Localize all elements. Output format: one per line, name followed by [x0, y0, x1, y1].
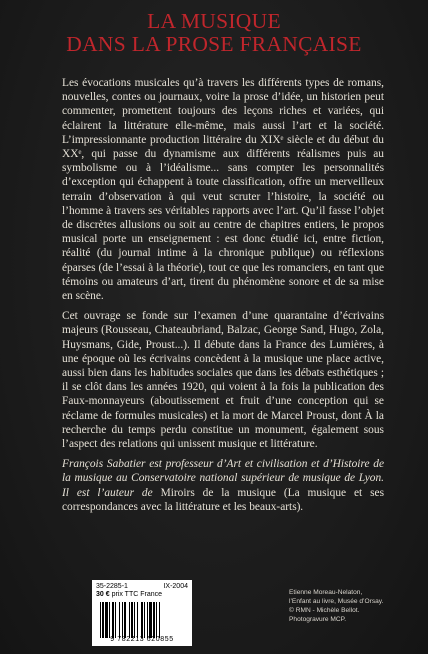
barcode-bar [115, 602, 116, 638]
barcode-bar [147, 602, 148, 638]
price-note: prix TTC France [111, 591, 163, 598]
barcode-bar [100, 602, 101, 638]
blurb-paragraph-2: Cet ouvrage se fonde sur l’examen d’une quarantaine d’écrivains majeurs (Rousseau, Chateaubriand, Balzac, George Sand, Hugo, Zola, Huysmans, Gide, Proust...). Il débute dans la France des Lumières, à une époque où les écrivains concèdent à la musique une place active, aussi bien dans les habitudes sociales que dans les débats esthétiques ; il se clôt dans les années 1920, qui voient à la fois la publication des Faux-monnayeurs (aboutissement et fruit d’une conception qui se réclame de formules musicales) et la mort de Marcel Proust, dont À la recherche du temps perdu constitue un monument, également sous l’aspect des relations qui unissent musique et littérature. [62, 310, 384, 451]
title-line-2: DANS LA PROSE FRANÇAISE [66, 32, 362, 56]
barcode-bar [112, 602, 114, 638]
barcode-bar [131, 602, 133, 638]
credit-line-4: Photogravure MCP. [289, 616, 347, 623]
barcode-bar [109, 602, 110, 638]
barcode-bar [149, 602, 152, 638]
product-code: 35-2285-1 [96, 583, 128, 590]
barcode-bar [129, 602, 130, 638]
author-book-title: Miroirs de la musique (La musique et ses correspondances avec la littérature et les beaux-arts) [62, 486, 385, 513]
barcode-bar [137, 602, 138, 638]
barcode-bar [102, 602, 104, 638]
barcode-sticker [92, 580, 192, 646]
barcode-bar [134, 602, 135, 638]
barcode-bar [141, 602, 143, 638]
barcode-bar [105, 602, 108, 638]
blurb-paragraph-1: Les évocations musicales qu’à travers les différents types de romans, nouvelles, contes ou journaux, voire la prose d’idée, un historien peut commenter, promettent toujours des leçons riches et variées, qui éclairent la littérature elle-même, mais aussi l’art et la société. L’impressionnante production littéraire du XIXᵉ siècle et du début du XXᵉ, qui passe du dynamisme aux différents réalismes puis au symbolisme ou à l’idéalisme... sans compter les personnalités d’exception qui échappent à toute classification, offre un merveilleux terrain d’observation à qui veut scruter l’histoire, la société ou l’homme à travers ses véritables rapports avec l’art. Qu’il fasse l’objet de discrètes allusions ou soit au centre de chapitres entiers, le propos musical porte un enseignement : est donc étudié ici, entre fiction, réalité (du journal intime à la chronique publique) ou réflexions éparses (de l’essai à la théorie), tout ce que les romanciers, en tant que témoins ou amateurs d’art, tirent du phénomène sonore et de sa mise en scène. [62, 77, 384, 303]
barcode-bar [122, 602, 123, 638]
book-title [0, 10, 428, 56]
ean-number: 9 782213 620855 [110, 636, 174, 643]
barcode-header [92, 580, 192, 591]
image-credits [289, 588, 419, 624]
barcode-icon [100, 602, 188, 638]
barcode-bar [144, 602, 145, 638]
price-label [92, 591, 192, 599]
barcode-bar [119, 602, 120, 638]
credit-line-2: l’Enfant au livre, Musée d’Orsay. [289, 598, 384, 605]
print-date: IX-2004 [163, 583, 188, 590]
barcode-bar [156, 602, 157, 638]
author-bio [62, 457, 384, 514]
author-bio-text: François Sabatier est professeur d’Art et civilisation et d’Histoire de la musique au Conservatoire national supérieur de musique de Lyon. Il est l’auteur de [62, 458, 384, 499]
credit-line-3: © RMN - Michèle Bellot. [289, 607, 360, 614]
credit-line-1: Etienne Moreau-Nelaton, [289, 589, 363, 596]
barcode-bar [159, 602, 160, 638]
blurb [62, 76, 384, 520]
title-line-1: LA MUSIQUE [147, 9, 281, 33]
author-bio-end: . [300, 500, 304, 513]
barcode-bar [153, 602, 155, 638]
barcode-bar [124, 602, 126, 638]
price-value: 30 € [96, 591, 110, 598]
